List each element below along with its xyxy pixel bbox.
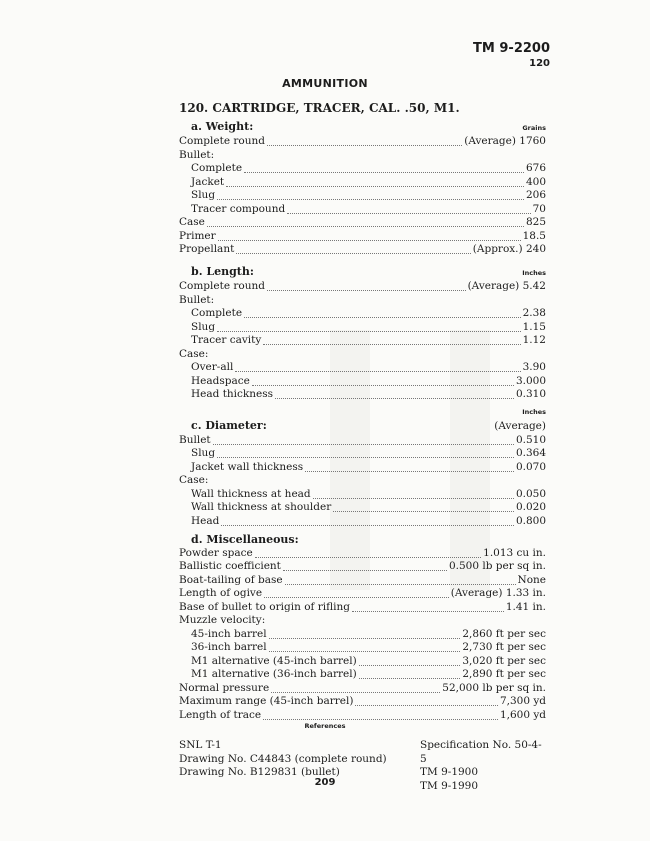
table-row <box>179 560 546 574</box>
row-value: None <box>517 573 546 586</box>
row-label: Headspace <box>191 374 250 387</box>
row-value: 0.310 <box>515 388 546 400</box>
table-row <box>179 216 546 230</box>
dot-leader <box>271 684 440 693</box>
section-heading: AMMUNITION <box>282 77 368 90</box>
weight-unit: Grains <box>522 123 546 132</box>
row-value: 0.020 <box>515 501 546 513</box>
dot-leader <box>255 549 481 558</box>
row-value: 2.38 <box>522 307 546 319</box>
diameter-heading: c. Diameter: <box>191 419 267 432</box>
row-label: Length of trace <box>179 708 262 721</box>
table-row <box>179 709 546 723</box>
row-label: Over-all <box>191 361 234 373</box>
row-label: M1 alternative (36-inch barrel) <box>191 668 357 680</box>
misc-table <box>179 547 546 723</box>
row-label: M1 alternative (45-inch barrel) <box>191 654 357 667</box>
table-row <box>179 501 546 515</box>
row-label: Complete round <box>179 135 265 147</box>
table-row <box>179 280 546 294</box>
row-value: 0.050 <box>515 487 546 500</box>
table-row <box>179 162 546 176</box>
dot-leader <box>235 363 520 372</box>
table-row <box>179 230 546 244</box>
paragraph-number: 120 <box>529 58 550 69</box>
row-label: Case: <box>179 474 209 486</box>
diameter-qualifier: (Average) <box>494 420 546 432</box>
table-row <box>179 695 546 709</box>
table-row <box>179 682 546 696</box>
row-value: 3.000 <box>515 374 546 387</box>
row-label: Tracer cavity <box>191 334 262 346</box>
row-label: Propellant <box>179 243 235 255</box>
row-value: 0.070 <box>515 460 546 473</box>
table-row <box>179 447 546 461</box>
row-label: Length of ogive <box>179 587 263 599</box>
dot-leader <box>313 490 514 499</box>
row-value: (Average) 1760 <box>464 135 546 147</box>
reference-item: TM 9-1990 <box>420 779 479 792</box>
row-label: Jacket wall thickness <box>191 460 304 473</box>
row-value: 0.800 <box>515 514 546 527</box>
table-row <box>179 307 546 321</box>
misc-heading: d. Miscellaneous: <box>191 533 299 546</box>
table-row <box>179 601 546 615</box>
row-value: 2,860 ft per sec <box>462 627 546 640</box>
weight-table <box>179 135 546 257</box>
dot-leader <box>252 377 514 386</box>
row-value: 0.510 <box>515 433 546 446</box>
row-label: Complete round <box>179 280 265 292</box>
length-heading: b. Length: <box>191 264 254 278</box>
dot-leader <box>217 191 524 200</box>
reference-item: Drawing No. B129831 (bullet) <box>179 766 340 778</box>
length-unit: Inches <box>522 268 546 277</box>
table-row <box>179 628 546 642</box>
row-value: 206 <box>525 189 546 201</box>
row-label: Head <box>191 514 220 527</box>
row-value: 3,020 ft per sec <box>462 654 546 667</box>
dot-leader <box>217 449 514 458</box>
row-label: Case <box>179 216 205 228</box>
row-value: 1.12 <box>522 334 546 346</box>
row-value: 0.364 <box>515 447 546 459</box>
row-value: 676 <box>525 162 546 174</box>
dot-leader <box>264 589 449 598</box>
row-label: Wall thickness at head <box>191 487 311 500</box>
row-value: 1.15 <box>522 320 546 333</box>
row-label: Complete <box>191 162 243 174</box>
table-row <box>179 348 546 362</box>
row-label: Base of bullet to origin of rifling <box>179 600 350 613</box>
row-label: Complete <box>191 307 243 319</box>
page-title: 120. CARTRIDGE, TRACER, CAL. .50, M1. <box>179 101 460 115</box>
row-label: 45-inch barrel <box>191 627 267 640</box>
row-value: 2,890 ft per sec <box>462 668 546 680</box>
table-row <box>179 461 546 475</box>
table-row <box>179 388 546 402</box>
row-label: Tracer compound <box>191 202 286 215</box>
dot-leader <box>221 517 514 526</box>
row-value: (Approx.) 240 <box>472 243 546 255</box>
table-row <box>179 587 546 601</box>
row-value: (Average) 1.33 in. <box>450 587 546 599</box>
weight-heading-row <box>179 120 546 136</box>
dot-leader <box>355 697 498 706</box>
dot-leader <box>218 232 521 241</box>
dot-leader <box>305 463 514 472</box>
table-row <box>179 149 546 163</box>
dot-leader <box>287 205 530 214</box>
row-value: 52,000 lb per sq in. <box>442 681 546 694</box>
row-label: Bullet: <box>179 293 215 306</box>
dot-leader <box>359 670 461 679</box>
length-table <box>179 280 546 402</box>
reference-item: SNL T-1 <box>179 739 222 751</box>
row-label: Ballistic coefficient <box>179 560 281 572</box>
length-heading-row <box>179 265 546 281</box>
row-label: Wall thickness at shoulder <box>191 501 332 513</box>
dot-leader <box>283 562 447 571</box>
row-label: Muzzle velocity: <box>179 614 266 626</box>
row-label: Bullet: <box>179 148 215 161</box>
dot-leader <box>333 503 514 512</box>
row-value: 2,730 ft per sec <box>462 641 546 653</box>
table-row <box>179 189 546 203</box>
table-row <box>179 547 546 561</box>
row-value: 825 <box>525 216 546 228</box>
row-value: 1.013 cu in. <box>483 546 546 559</box>
reference-item: Drawing No. C44843 (complete round) <box>179 752 387 765</box>
table-row <box>179 614 546 628</box>
table-row <box>179 361 546 375</box>
diameter-table <box>179 434 546 529</box>
table-row <box>179 135 546 149</box>
row-label: Normal pressure <box>179 681 270 694</box>
row-label: 36-inch barrel <box>191 641 267 653</box>
row-value: 1.41 in. <box>505 600 546 613</box>
dot-leader <box>217 323 521 332</box>
table-row <box>179 488 546 502</box>
row-label: Slug <box>191 320 216 333</box>
dot-leader <box>269 630 461 639</box>
tm-number: TM 9-2200 <box>473 41 550 56</box>
table-row <box>179 243 546 257</box>
row-label: Jacket <box>191 175 225 188</box>
dot-leader <box>263 336 520 345</box>
row-value: 1,600 yd <box>499 708 546 721</box>
row-label: Maximum range (45-inch barrel) <box>179 695 354 707</box>
table-row <box>179 334 546 348</box>
diameter-unit: Inches <box>522 407 546 416</box>
dot-leader <box>244 309 521 318</box>
dot-leader <box>244 164 524 173</box>
dot-leader <box>275 390 514 399</box>
row-value: 3.90 <box>522 361 546 373</box>
dot-leader <box>267 137 462 146</box>
main-content <box>179 102 546 722</box>
references-heading: References <box>304 722 346 730</box>
table-row <box>179 294 546 308</box>
references-left <box>179 739 387 780</box>
dot-leader <box>207 218 524 227</box>
row-label: Powder space <box>179 546 253 559</box>
row-value: 0.500 lb per sq in. <box>448 560 546 572</box>
dot-leader <box>285 576 516 585</box>
row-label: Boat-tailing of base <box>179 573 283 586</box>
table-row <box>179 434 546 448</box>
dot-leader <box>226 178 524 187</box>
row-value: 7,300 yd <box>499 695 546 707</box>
table-row <box>179 321 546 335</box>
dot-leader <box>269 643 461 652</box>
row-value: 70 <box>532 202 546 215</box>
row-value: 18.5 <box>522 229 546 242</box>
weight-heading: a. Weight: <box>191 119 254 133</box>
page-number: 209 <box>314 777 336 788</box>
dot-leader <box>352 603 504 612</box>
reference-item: TM 9-1900 <box>420 766 479 778</box>
row-label: Bullet <box>179 433 211 446</box>
row-label: Case: <box>179 347 209 360</box>
dot-leader <box>236 245 470 254</box>
table-row <box>179 668 546 682</box>
dot-leader <box>359 657 461 666</box>
dot-leader <box>263 711 498 720</box>
table-row <box>179 641 546 655</box>
row-label: Slug <box>191 447 216 459</box>
dot-leader <box>213 436 514 445</box>
dot-leader <box>267 282 466 291</box>
row-label: Slug <box>191 189 216 201</box>
table-row <box>179 515 546 529</box>
table-row <box>179 375 546 389</box>
row-label: Head thickness <box>191 388 274 400</box>
table-row <box>179 574 546 588</box>
table-row <box>179 655 546 669</box>
table-row <box>179 176 546 190</box>
table-row <box>179 474 546 488</box>
diameter-heading-row <box>179 419 546 434</box>
misc-heading-row <box>179 533 546 547</box>
reference-item: Specification No. 50-4-5 <box>420 739 542 765</box>
row-value: (Average) 5.42 <box>467 280 546 292</box>
row-label: Primer <box>179 229 216 242</box>
table-row <box>179 203 546 217</box>
row-value: 400 <box>525 175 546 188</box>
